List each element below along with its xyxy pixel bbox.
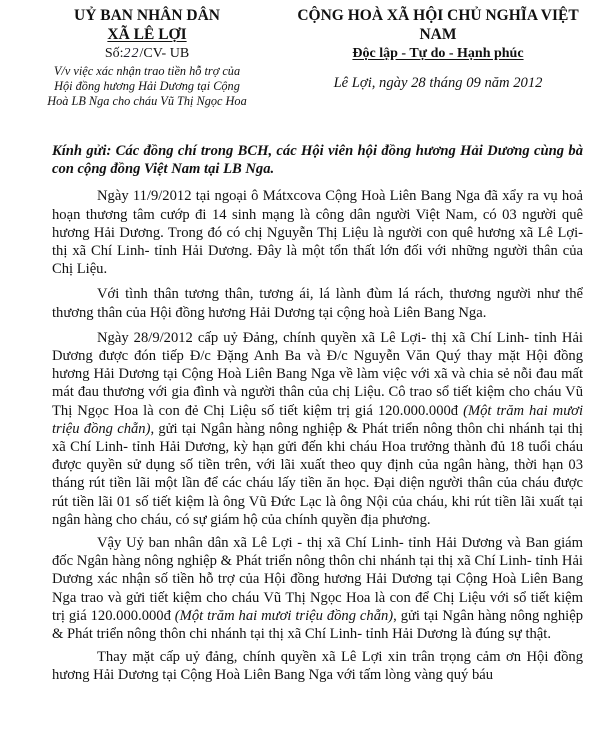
document-subject bbox=[22, 64, 272, 109]
paragraph-3-text-b: , gửi tại Ngân hàng nông nghiệp & Phát triển nông thôn chi nhánh tại thị xã Chí Linh- tỉnh Hải Dương, kỳ hạn gửi đến khi cháu Hoa trưởng thành đủ 18 tuổi cháu được quyền sử dụng số tiền trên, với lãi xuất theo quy định của ngân hàng, thời hạn 03 tháng rút tiền lãi một lần để các cháu lấy tiền ăn học. Đại diện người thân của cháu được rút tiền lãi 01 số tiết kiệm là ông Vũ Đức Lạc là ông Nội của cháu, khi rút tiền lãi xuất tại ngân hàng cho cháu, có sự giám hộ của chính quyền địa phương. bbox=[52, 420, 583, 528]
handwritten-number: 22 bbox=[123, 46, 140, 61]
paragraph-4-text-b: , gửi tại Ngân hàng nông nghiệp & Phát triển nông thôn chi nhánh tại thị xã Chí Linh- tỉnh Hải Dương là đúng sự thật. bbox=[52, 607, 583, 643]
motto-text: Độc lập - Tự do - Hạnh phúc bbox=[352, 46, 524, 61]
paragraph-4 bbox=[52, 534, 583, 643]
issuing-organization bbox=[22, 6, 272, 44]
nation-title: CỘNG HOÀ XÃ HỘI CHỦ NGHĨA VIỆT NAM bbox=[297, 7, 579, 43]
salutation: Kính gửi: Các đồng chí trong BCH, các Hội viên hội đồng hương Hải Dương cùng bà con cộng đồng Việt Nam tại LB Nga. bbox=[52, 143, 583, 178]
subject-line: Hội đồng hương Hải Dương tại Cộng bbox=[54, 79, 240, 93]
issuer-block bbox=[22, 6, 272, 109]
document-number bbox=[22, 45, 272, 63]
subject-line: Hoà LB Nga cho cháu Vũ Thị Ngọc Hoa bbox=[47, 94, 247, 108]
paragraph-5: Thay mặt cấp uỷ đảng, chính quyền xã Lê Lợi xin trân trọng cảm ơn Hội đồng hương Hải Dương tại Cộng Hoà Liên Bang Nga với tấm lòng vàng quý báu bbox=[52, 649, 583, 684]
paragraph-4-text-a: Vậy Uỷ ban nhân dân xã Lê Lợi - thị xã Chí Linh- tỉnh Hải Dương và Ban giám đốc Ngân hàng nông nghiệp & Phát triển nông thôn chi nhánh tại thị xã Chí Linh- tỉnh Hải Dương xác nhận số tiền hỗ trợ của Hội đồng hương Hải Dương tại Cộng Hoà Liên Bang Nga trao và gửi tiết kiệm cho cháu Vũ Thị Ngọc Hoa là con để Chị Liệu với sổ tiết kiệm trị giá 120.000.000đ bbox=[52, 535, 583, 624]
national-motto bbox=[283, 44, 593, 63]
paragraph-2: Với tình thân tương thân, tương ái, lá lành đùm lá rách, thương người như thể thương thân của Hội đồng hương Hải Dương tại cộng hoà Liên Bang Nga. bbox=[52, 286, 583, 321]
doc-number-prefix: Số: bbox=[104, 46, 124, 61]
paragraph-1: Ngày 11/9/2012 tại ngoại ô Mátxcova Cộng Hoà Liên Bang Nga đã xẩy ra vụ hoả hoạn thương tâm cướp đi 14 sinh mạng là công dân người Việt Nam, có 03 người quê hương Hải Dương. Trong đó có chị Nguyễn Thị Liệu là người con quê hương xã Lê Lợi- thị xã Chí Linh- tỉnh Hải Dương. Đây là một tổn thất lớn đối với những người thân của Chị Liệu. bbox=[52, 188, 583, 278]
national-header bbox=[283, 6, 593, 63]
letter-body bbox=[52, 142, 583, 692]
commune-name: XÃ LÊ LỢI bbox=[107, 26, 187, 43]
amount-in-words: (Một trăm hai mươi triệu đồng chẵn) bbox=[174, 607, 394, 624]
paragraph-3-text-a: Ngày 28/9/2012 cấp uỷ Đảng, chính quyền xã Lê Lợi- thị xã Chí Linh- tỉnh Hải Dương được đón tiếp Đ/c Đặng Anh Ba và Đ/c Nguyễn Văn Quý thay mặt Hội đồng hương Hải Dương tại Cộng Hoà Liên Bang Nga về làm việc với xã và chia sẻ nỗi đau mất mát đau thương với gia đình và người thân của chị Liệu. Cô trao sổ tiết kiệm cho cháu Vũ Thị Ngọc Hoa là con đẻ Chị Liệu số tiết kiệm trị giá 120.000.000đ bbox=[52, 329, 583, 419]
subject-line: V/v việc xác nhận trao tiền hỗ trợ của bbox=[53, 64, 241, 78]
place-and-date: Lê Lợi, ngày 28 tháng 09 năm 2012 bbox=[333, 75, 543, 91]
org-name-line: UỶ BAN NHÂN DÂN bbox=[74, 7, 220, 24]
paragraph-3 bbox=[52, 329, 583, 529]
doc-number-suffix: /CV- UB bbox=[139, 46, 190, 61]
amount-in-words: (Một trăm hai mươi triệu đồng chẵn) bbox=[52, 402, 584, 437]
